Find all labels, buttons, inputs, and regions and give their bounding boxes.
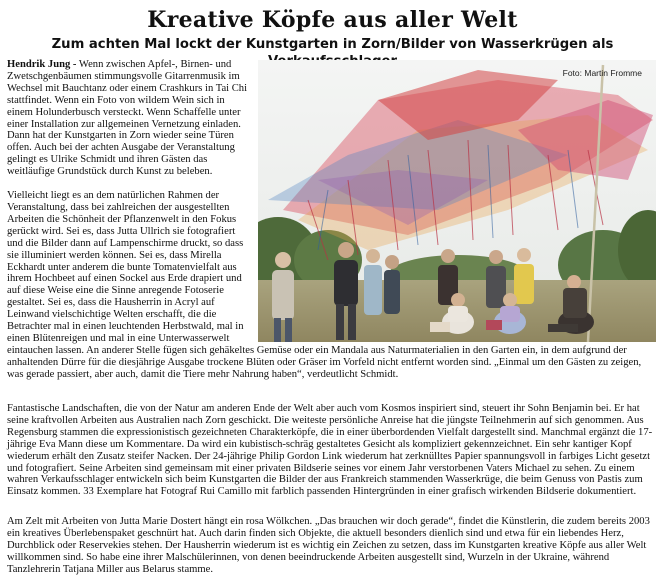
left-column [7, 59, 253, 345]
paragraph-intro-text: Wenn zwischen Apfel-, Birnen- und Zwetschgenbäumen stimmungsvolle Gitarrenmusik im Wechsel mit Bauchtanz oder einem Crashkurs in Tai Chi stattfindet. Wenn ein Foto von wildem Wein sich in einem Holunderbusch versteckt. Wenn Schaffelle unter einer Installation zur allgemeinen Vernetzung einladen. Dann hat der Kunstgarten in Zorn wieder seine Türen offen. Auch bei der achten Ausgabe der Veranstaltung gelingt es Ulrike Schmidt und ihren Gästen das weitläufige Grundstück durch Kunst zu beleben. [7, 59, 248, 178]
subheadline: Zum achten Mal lockt der Kunstgarten in Zorn/Bilder von Wasserkrügen als [51, 37, 614, 52]
article-photo [258, 60, 656, 342]
photo-credit: Foto: Martin Fromme [562, 68, 642, 78]
paragraph-landscapes: Fantastische Landschaften, die von der Natur am anderen Ende der Welt aber auch vom Kosmos inspiriert sind, steuert ihr Sohn Benjamin bei. Er hat seine kraftvollen Arbeiten aus Australien nach Zorn geschickt. Die weiteste persönliche Anreise hat die jüngste Teilnehmerin auf sich genommen. Aus Regensburg stammen die expressionistisch gezeichneten Charakterköpfe, die in einer überbordenden Vielfalt dargestellt sind. Manchmal ergänzt die 17-jährige Eva Mann diese um Kommentare. Da wird ein kubistisch-schräg gestaltetes Gesicht als kompliziert gekennzeichnet. Ein sehr kantiger Kopf wiederum erhält den Zusatz steifer Nacken. Der 24-jährige Philip Gordon Link wiederum hat zerknülltes Papier spannungsvoll in farbiges Licht gesetzt und fotografiert. Seine Arbeiten sind gemeinsam mit einer privaten Bildserie seines vor einem Jahr verstorbenen Vaters Michael zu sehen. Zu einem wahren Verkaufsschlager entwickeln sich beim Kunstgarten die Bilder der aus Frankreich stammenden Wasserkrüge, die beim Genuss von Pastis zum Einsatz kommen. 33 Exemplare hat Fotograf Rui Camillo mit farblich passenden Hintergründen in einer grafisch wirkenden Bildserie dokumentiert. [7, 403, 653, 498]
paragraph-cloud: Am Zelt mit Arbeiten von Jutta Marie Dostert hängt ein rosa Wölkchen. „Das brauchen wir doch gerade“, findet die Künstlerin, die zudem bereits 2003 ein kreatives Überlebenspaket geschnürt hat. Auch darin finden sich Objekte, die aktuell besonders dienlich sind und etwa für ein liebendes Herz, Durchblick oder Reservekies stehen. Der Hausherrin wiederum ist es wichtig ein Zeichen zu setzen, dass im Kunstgarten kreative Köpfe aus aller Welt willkommen sind. So habe eine ihrer Malschülerinnen, von denen beeindruckende Arbeiten ausgestellt sind, Wurzeln in der Ukraine, während Tanzlehrerin Tatjana Miller aus Belarus stamme. [7, 516, 650, 575]
paragraph-plants-column: Vielleicht liegt es an dem natürlichen Rahmen der Veranstaltung, dass bei zahlreichen der ausgestellten Arbeiten die Schönheit der Pflanzenwelt in den Fokus gerückt wird. Sei es, dass Jutta Ullrich sie fotografiert und die Bilder dann auf Lampenschirme druckt, so dass sie illuminiert werden können. Sei es, dass Mirella Eckhardt unter anderem die bunte Tomatenvielfalt aus ihrem Hochbeet auf einen Sockel aus Erde drapiert und auf diese Weise eine die Sinne anregende Fotoserie gestaltet. Sei es, dass die Hausherrin in Acryl auf Leinwand vielschichtige Welten erschafft, die die Betrachter mal in einen leuchtenden Herbstwald, mal in einen Blütenreigen und mal in eine Unterwasserwelt [7, 190, 244, 344]
garden-art-photo [258, 60, 656, 342]
author-byline: Hendrik Jung - [7, 59, 77, 70]
paragraph-plants-continued: eintauchen lassen. An anderer Stelle fügen sich gehäkeltes Gemüse oder ein Mandala aus Naturmaterialien in den Garten ein, in dem aufgrund der anhaltenden Dürre für die diesjährige Ausgabe trockene Blüten oder Gräser im Vorfeld nicht entfernt worden sind. „Einmal um den Gästen zu zeigen, was gerade passiert, aber auch, damit die Tiere mehr Nahrung haben“, verdeutlicht Schmidt. [7, 345, 642, 380]
headline: Kreative Köpfe aus aller Welt [147, 7, 518, 33]
paragraph-intro [7, 59, 253, 178]
